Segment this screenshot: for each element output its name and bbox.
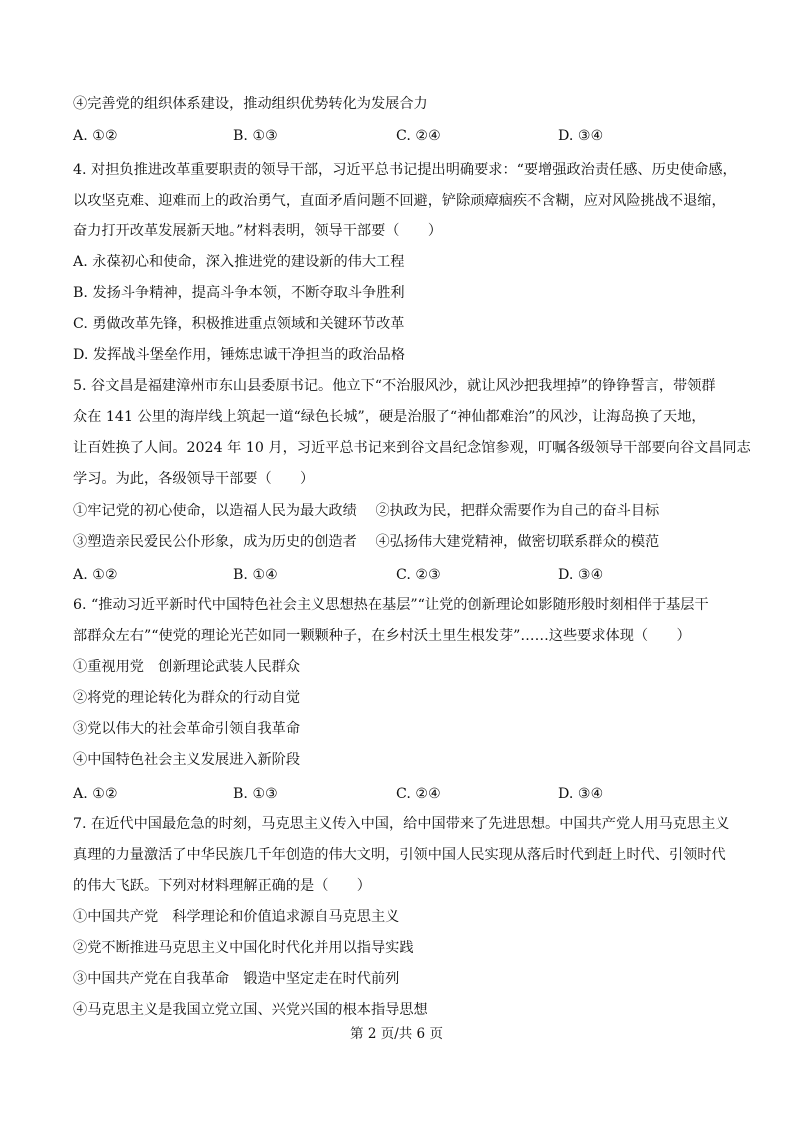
option-a: A. ①② [73, 128, 118, 144]
q4-stem-line: 4. 对担负推进改革重要职责的领导干部，习近平总书记提出明确要求：“要增强政治责任感、历史使命感， [73, 162, 737, 178]
q4-choice-d: D. 发挥战斗堡垒作用，锤炼忠诚干净担当的政治品格 [73, 347, 406, 363]
option-c: C. ②③ [396, 567, 441, 583]
q5-stem-line: 5. 谷文昌是福建漳州市东山县委原书记。他立下“不治服风沙，就让风沙把我埋掉”的铮铮誓言，带领群 [73, 378, 716, 394]
option-b: B. ①④ [233, 567, 278, 583]
q7-item: ①中国共产党 科学理论和价值追求源自马克思主义 [73, 909, 400, 925]
option-c: C. ②④ [396, 786, 441, 802]
q7-stem-line: 7. 在近代中国最危急的时刻，马克思主义传入中国，给中国带来了先进思想。中国共产党人用马克思主义 [73, 816, 730, 832]
q4-choice-b: B. 发扬斗争精神，提高斗争本领，不断夺取斗争胜利 [73, 285, 405, 301]
q5-items-row: ③塑造亲民爱民公仆形象，成为历史的创造者 ④弘扬伟大建党精神，做密切联系群众的模范 [73, 534, 660, 550]
q5-items-row: ①牢记党的初心使命，以造福人民为最大政绩 ②执政为民，把群众需要作为自己的奋斗目标 [73, 503, 660, 519]
q7-stem-line: 的伟大飞跃。下列对材料理解正确的是（ ） [73, 878, 371, 894]
q7-stem-line: 真理的力量激活了中华民族几千年创造的伟大文明，引领中国人民实现从落后时代到赶上时代、引领时代 [73, 847, 726, 863]
q4-choice-c: C. 勇做改革先锋，积极推进重点领域和关键环节改革 [73, 316, 405, 332]
option-c: C. ②④ [396, 128, 441, 144]
option-b: B. ①③ [233, 128, 278, 144]
q6-stem-line: 部群众左右”“使党的理论光芒如同一颗颗种子，在乡村沃土里生根发芽”……这些要求体现（ ） [73, 628, 691, 644]
page-footer: 第 2 页/共 6 页 [350, 1026, 443, 1042]
q3-item-4: ④完善党的组织体系建设，推动组织优势转化为发展合力 [73, 96, 428, 112]
q5-stem-line: 学习。为此，各级领导干部要（ ） [73, 471, 315, 487]
q4-choice-a: A. 永葆初心和使命，深入推进党的建设新的伟大工程 [73, 254, 405, 270]
q6-stem-line: 6. “推动习近平新时代中国特色社会主义思想热在基层”“让党的创新理论如影随形般时刻相伴于基层干 [73, 597, 709, 613]
q5-stem-line: 让百姓换了人间。2024 年 10 月，习近平总书记来到谷文昌纪念馆参观，叮嘱各级领导干部要向谷文昌同志 [73, 440, 751, 456]
q6-item: ②将党的理论转化为群众的行动自觉 [73, 690, 301, 706]
q7-item: ③中国共产党在自我革命 锻造中坚定走在时代前列 [73, 971, 400, 987]
option-a: A. ①② [73, 786, 118, 802]
option-a: A. ①② [73, 567, 118, 583]
option-d: D. ③④ [558, 567, 604, 583]
q7-item: ②党不断推进马克思主义中国化时代化并用以指导实践 [73, 940, 414, 956]
option-d: D. ③④ [558, 128, 604, 144]
q5-stem-line: 众在 141 公里的海岸线上筑起一道“绿色长城”，硬是治服了“神仙都难治”的风沙，让海岛换了天地， [73, 409, 706, 425]
q6-item: ①重视用党 创新理论武装人民群众 [73, 659, 301, 675]
q6-item: ④中国特色社会主义发展进入新阶段 [73, 752, 301, 768]
q6-item: ③党以伟大的社会革命引领自我革命 [73, 721, 301, 737]
option-d: D. ③④ [558, 786, 604, 802]
option-b: B. ①③ [233, 786, 278, 802]
q4-stem-line: 奋力打开改革发展新天地。”材料表明，领导干部要（ ） [73, 223, 443, 239]
q4-stem-line: 以攻坚克难、迎难而上的政治勇气，直面矛盾问题不回避，铲除顽瘴痼疾不含糊，应对风险挑战不退缩， [73, 193, 726, 209]
q7-item: ④马克思主义是我国立党立国、兴党兴国的根本指导思想 [73, 1002, 428, 1018]
